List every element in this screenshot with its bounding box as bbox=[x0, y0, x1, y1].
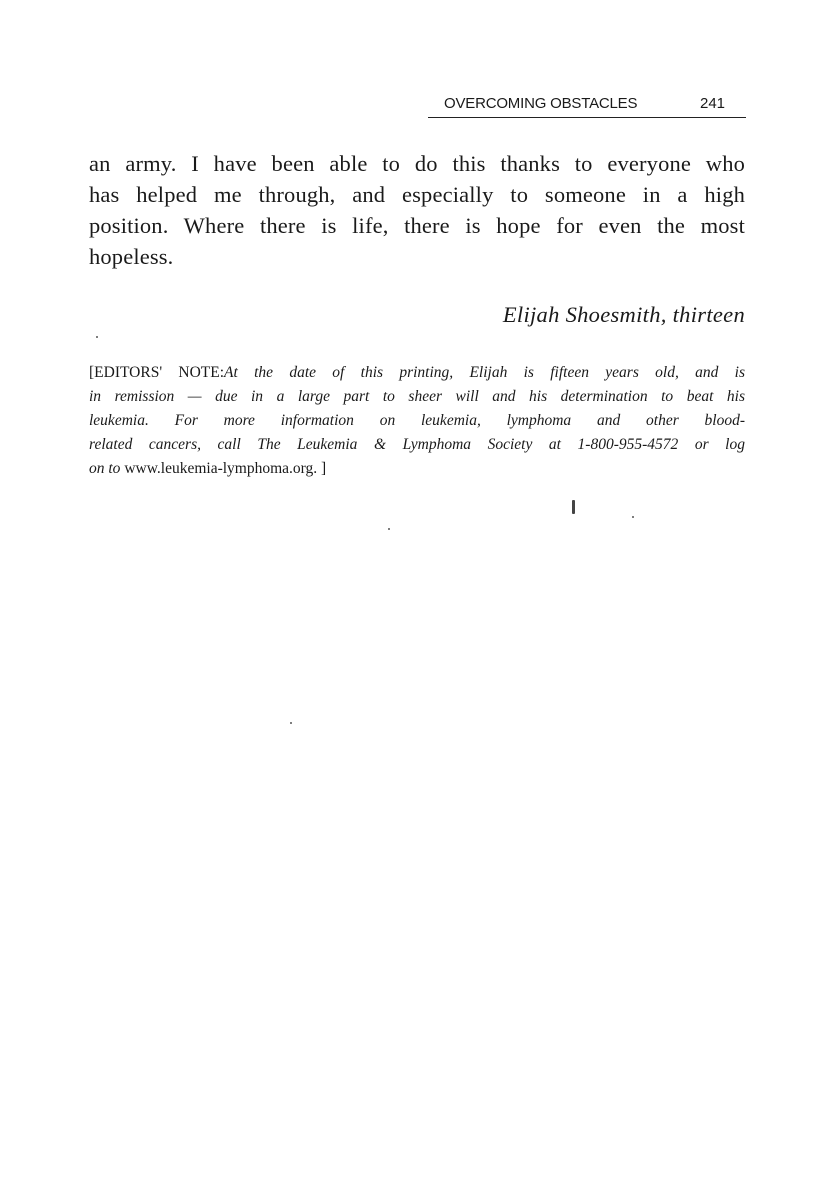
note-line: in remission — due in a large part to sheer will and his determination to beat his bbox=[89, 388, 745, 405]
body-paragraph bbox=[89, 148, 745, 272]
page-number: 241 bbox=[700, 95, 726, 112]
note-text: At the date of this printing, Elijah is fifteen years old, and is bbox=[224, 364, 745, 381]
scan-speck bbox=[632, 516, 634, 518]
running-head bbox=[428, 93, 746, 118]
note-line bbox=[89, 457, 745, 481]
note-line: related cancers, call The Leukemia & Lymphoma Society at 1-800-955-4572 or log bbox=[89, 436, 745, 453]
scan-speck bbox=[290, 722, 292, 724]
note-line: leukemia. For more information on leukemia, lymphoma and other blood- bbox=[89, 412, 745, 429]
scan-speck bbox=[572, 500, 575, 514]
body-line: hopeless. bbox=[89, 244, 174, 269]
body-line: has helped me through, and especially to someone in a high bbox=[89, 182, 745, 207]
note-url: www.leukemia-lymphoma.org. bbox=[124, 460, 318, 477]
author-signature: Elijah Shoesmith, thirteen bbox=[502, 302, 745, 327]
note-label: EDITORS' NOTE: bbox=[94, 364, 225, 381]
body-line: position. Where there is life, there is hope for even the most bbox=[89, 213, 745, 238]
note-text: on to bbox=[89, 460, 121, 477]
editors-note bbox=[89, 361, 745, 481]
scan-speck bbox=[96, 336, 98, 338]
note-line bbox=[89, 361, 745, 385]
scan-speck bbox=[388, 528, 390, 530]
section-title: OVERCOMING OBSTACLES bbox=[444, 95, 638, 112]
note-close-bracket: ] bbox=[321, 460, 327, 477]
note-open-bracket: [ bbox=[89, 364, 95, 381]
body-line: an army. I have been able to do this thanks to everyone who bbox=[89, 151, 745, 176]
